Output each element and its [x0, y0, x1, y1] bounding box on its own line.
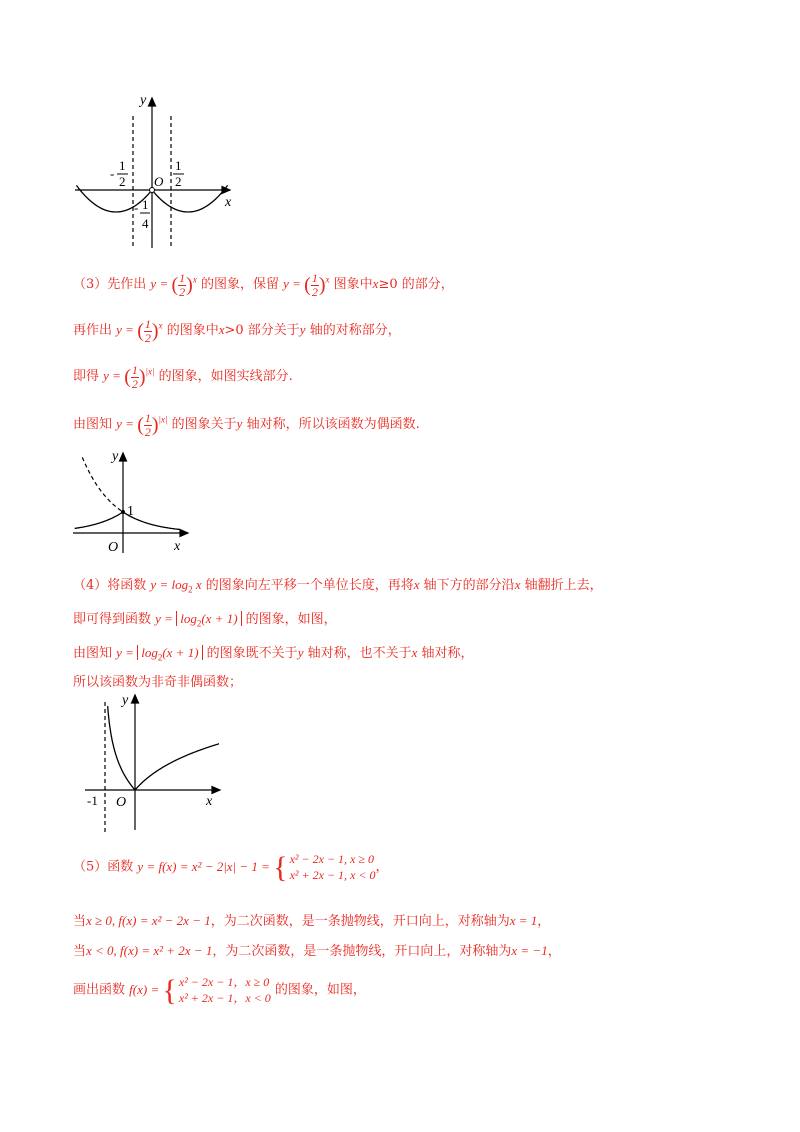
graph-parabola-abs	[70, 88, 240, 253]
pos-half-num: 1	[175, 158, 182, 173]
pos-half-den: 2	[175, 174, 182, 189]
origin-label: O	[154, 174, 164, 189]
p3-line2: 再作出 y = ( $\frac{1}{2}$ )$^x$ 的图象中x>0 部分关于y 轴的对称部分，	[73, 317, 401, 345]
quarter-sign: -	[134, 200, 139, 215]
neg-half-num: 1	[119, 158, 126, 173]
x-axis-label: x	[206, 794, 213, 809]
origin-label: O	[116, 795, 127, 810]
neg-sign: -	[110, 166, 115, 181]
graph-exponential-abs	[68, 448, 198, 560]
quarter-den: 4	[142, 216, 149, 231]
y-axis-label: y	[122, 693, 129, 708]
x-axis-label: x	[174, 539, 181, 554]
origin-label: O	[108, 540, 119, 555]
x-axis-label: x	[225, 195, 232, 210]
p5-line3: 当x < 0, f(x) = x² + 2x − 1，为二次函数，是一条抛物线，开口向上，对称轴为x = −1，	[73, 943, 561, 959]
neg-half-den: 2	[119, 174, 126, 189]
p4-line1: （4）将函数 $y = \log_2 x$ 的图象向左平移一个单位长度，再将x 轴下方的部分沿x 轴翻折上去，	[73, 577, 603, 595]
p5-line4: 画出函数 f(x) = { x² − 2x − 1，x ≥ 0 x² + 2x − 1，x < 0 的图象，如图，	[73, 973, 366, 1007]
quarter-num: 1	[142, 197, 149, 212]
p3-line4: 由图知 y = ( $\frac{1}{2}$ )$^{|x|}$ 的图象关于y 轴对称，所以该函数为偶函数.	[73, 411, 420, 439]
p3-line3: 即得 y = ( $\frac{1}{2}$ )$^{|x|}$ 的图象，如图实线部分.	[73, 363, 293, 391]
graph-log-abs	[82, 690, 227, 838]
y-axis-label: y	[140, 93, 147, 108]
p5-line2: 当x ≥ 0, f(x) = x² − 2x − 1，为二次函数，是一条抛物线，开口向上，对称轴为x = 1，	[73, 913, 551, 929]
y-axis-label: y	[112, 449, 119, 464]
p4-line4: 所以该函数为非奇非偶函数；	[73, 675, 243, 690]
asymptote-label: -1	[87, 793, 98, 808]
p3-line1: （3）先作出 y = ( $\frac{1}{2}$ )$^x$ 的图象，保留 y = ( $\frac{1}{2}$ )$^x$ 图象中x≥0 的部分，	[73, 271, 454, 299]
p4-line3: 由图知 $y = \log_2(x + 1)$ 的图象既不关于y 轴对称，也不关于x 轴对称，	[73, 645, 474, 663]
p4-line2: 即可得到函数 $y = \log_2(x + 1)$ 的图象，如图，	[73, 611, 337, 629]
p5-line1: （5）函数 y = f(x) = x² − 2|x| − 1 = { x² − 2x − 1, x ≥ 0 x² + 2x − 1, x < 0 ，	[73, 850, 389, 884]
intercept-label: 1	[127, 504, 134, 519]
